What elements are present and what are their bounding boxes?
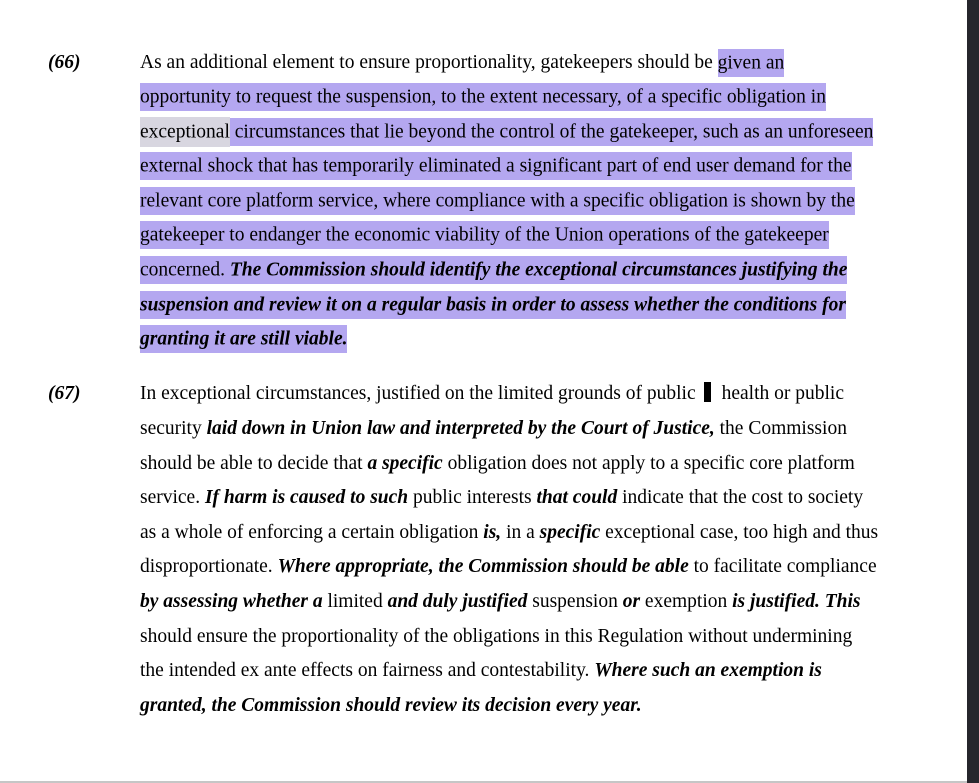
text-segment: in a [501,521,540,543]
text-segment: that could [536,487,618,509]
paragraph-number: (67) [48,383,81,405]
text-segment: exceptional [140,117,230,147]
paragraph-text [140,46,880,357]
text-segment: The Commission should identify the exceptional circumstances justifying the suspension and review it on a regular basis in order to assess whether the conditions for granting it are still viable. [140,256,847,353]
text-segment: public interests [408,487,537,509]
text-segment: suspension [527,590,623,612]
paragraph-text [140,377,880,723]
text-segment: should ensure the proportionality of the obligations in this Regulation without undermining the intended ex ante effects on fairness and contestability. [140,625,853,682]
text-segment: indicate that the cost to society as a whole of enforcing a certain obligation [140,487,864,543]
text-segment: and duly justified [387,590,528,612]
recital-66 [48,46,882,357]
text-segment: exemption [640,590,733,612]
window-dark-edge [967,0,979,783]
text-segment: obligation does not apply to a specific core platform service. [140,452,855,509]
text-segment: laid down in Union law and interpreted by the Court of Justice, [206,417,715,439]
text-segment: is, [483,521,502,543]
text-segment: exceptional case, too high and thus disproportionate. [140,521,879,578]
text-segment: by assessing whether a [140,590,323,612]
text-segment: If harm is caused to such [204,487,409,509]
text-segment: As an additional element to ensure proportionality, gatekeepers should be [140,52,718,73]
text-segment: the Commission should be able to decide that [140,417,847,474]
paragraph-number: (66) [48,52,81,73]
document-text-area [48,46,882,743]
text-segment: Where appropriate, the Commission should be able [277,556,689,578]
text-segment: circumstances that lie beyond the control of the gatekeeper, such as an unforeseen external shock that has temporarily eliminated a significant part of end user demand for the relevant core platform service, where compliance with a specific obligation is shown by the gatekeeper to endanger the economic viability of the Union operations of the gatekeeper concerned. [140,118,873,284]
text-segment: given an opportunity to request the suspension, to the extent necessary, of a specific obligation in [140,49,826,112]
text-segment: is justified. This [732,590,861,612]
text-segment: Where such an exemption is granted, the Commission should review its decision every year. [140,660,822,716]
text-segment: specific [539,521,601,543]
text-segment: or [622,590,641,612]
change-bar-mark [704,382,711,402]
text-segment: to facilitate compliance [688,556,877,578]
recital-67 [48,377,882,723]
text-segment: limited [322,590,388,612]
text-segment: health or public security [140,383,844,439]
text-segment: In exceptional circumstances, justified on the limited grounds of public [140,383,696,405]
text-segment: a specific [367,452,443,474]
